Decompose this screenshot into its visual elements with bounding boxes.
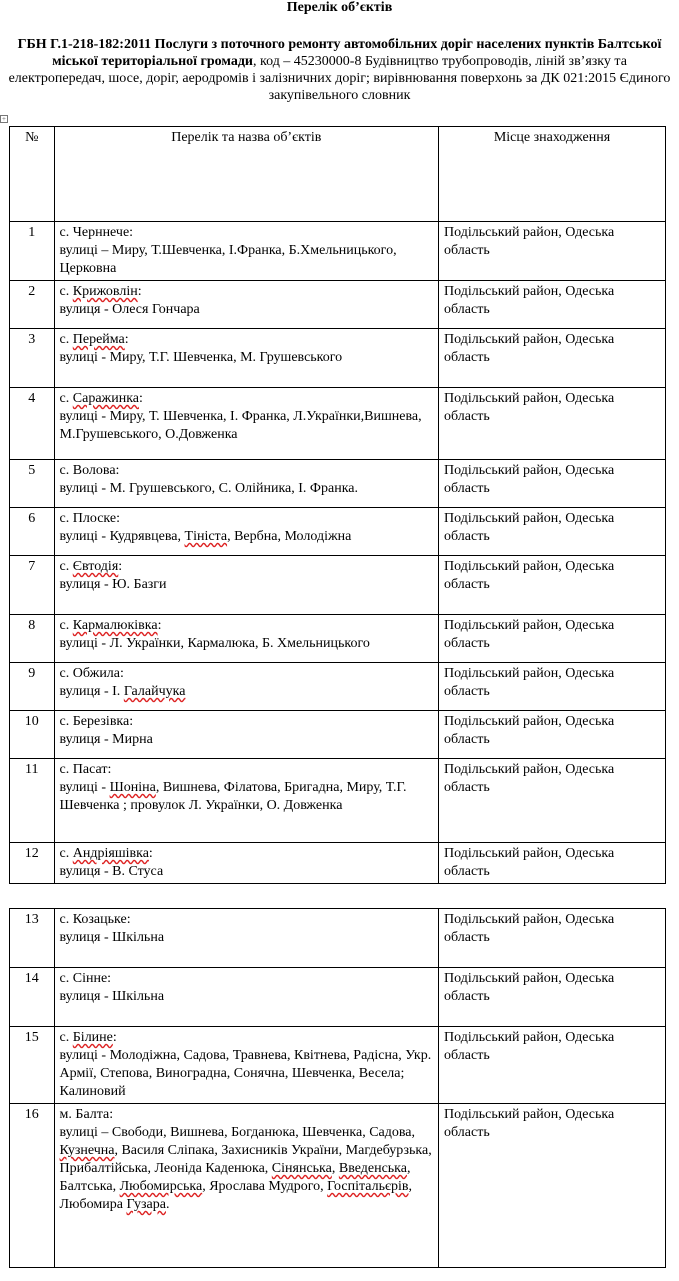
table-row: [10, 556, 666, 615]
row-number: 4: [10, 388, 55, 460]
street-list: вулиці - М. Грушевського, С. Олійника, І. Франка.: [59, 481, 359, 496]
street-list: вулиці - Миру, Т.Г. Шевченка, М. Грушевського: [59, 350, 343, 365]
village-name: с. Білине:: [59, 1030, 117, 1045]
row-object: [54, 388, 438, 460]
table-row: [10, 281, 666, 329]
table-header-row: [10, 127, 666, 222]
row-object: [54, 556, 438, 615]
row-number: 2: [10, 281, 55, 329]
row-location: Подільський район, Одеська область: [439, 222, 666, 281]
table-row: [10, 711, 666, 759]
village-name: с. Пасат:: [59, 762, 112, 777]
document-subtitle: [8, 36, 671, 104]
header-objects: Перелік та назва об’єктів: [54, 127, 438, 222]
table-row: [10, 968, 666, 1027]
village-name: с. Сінне:: [59, 971, 112, 986]
objects-table-part-2: [9, 908, 666, 1268]
table-row: [10, 1104, 666, 1268]
row-number: 6: [10, 508, 55, 556]
row-number: 13: [10, 909, 55, 968]
row-location: Подільський район, Одеська область: [439, 1104, 666, 1268]
document-title: Перелік об’єктів: [286, 0, 393, 15]
row-location: Подільський район, Одеська область: [439, 759, 666, 843]
page-break: [9, 893, 669, 908]
village-name: с. Крижовлін:: [59, 284, 142, 299]
row-number: 5: [10, 460, 55, 508]
row-number: 10: [10, 711, 55, 759]
row-number: 3: [10, 329, 55, 388]
village-name: с. Андріяшівка:: [59, 846, 153, 861]
village-name: с. Козацьке:: [59, 912, 131, 927]
row-object: [54, 711, 438, 759]
row-location: Подільський район, Одеська область: [439, 711, 666, 759]
row-object: [54, 663, 438, 711]
table-row: [10, 843, 666, 884]
street-list: вулиця - Ю. Базги: [59, 577, 167, 592]
row-object: [54, 909, 438, 968]
street-list: вулиця - Мирна: [59, 732, 153, 747]
table-row: [10, 460, 666, 508]
street-list: вулиця - Шкільна: [59, 930, 165, 945]
row-object: [54, 843, 438, 884]
row-location: Подільський район, Одеська область: [439, 508, 666, 556]
table-row: [10, 615, 666, 663]
objects-table-part-1: [9, 126, 666, 884]
row-location: Подільський район, Одеська область: [439, 843, 666, 884]
subtitle-bold: ГБН Г.1-218-182:2011 Послуги з поточного ремонту автомобільних доріг населених пунктів Балтської міської територіальної громади: [17, 37, 662, 69]
village-name: с. Черннече:: [59, 225, 134, 240]
row-number: 15: [10, 1027, 55, 1104]
row-number: 9: [10, 663, 55, 711]
village-name: с. Перейма:: [59, 332, 129, 347]
row-object: [54, 460, 438, 508]
street-list: вулиці - Л. Українки, Кармалюка, Б. Хмельницького: [59, 636, 370, 651]
row-object: [54, 759, 438, 843]
table-row: [10, 1027, 666, 1104]
street-list: вулиці – Миру, Т.Шевченка, І.Франка, Б.Хмельницького, Церковна: [59, 243, 397, 276]
row-location: Подільський район, Одеська область: [439, 556, 666, 615]
row-number: 7: [10, 556, 55, 615]
row-object: [54, 508, 438, 556]
row-object: [54, 1104, 438, 1268]
table-row: [10, 759, 666, 843]
row-object: [54, 329, 438, 388]
row-number: 1: [10, 222, 55, 281]
row-location: Подільський район, Одеська область: [439, 388, 666, 460]
table-row: [10, 222, 666, 281]
row-number: 16: [10, 1104, 55, 1268]
street-list: вулиці - Шоніна, Вишнева, Філатова, Бригадна, Миру, Т.Г. Шевченка ; провулок Л. Українки, О. Довженка: [59, 780, 407, 813]
row-location: Подільський район, Одеська область: [439, 460, 666, 508]
row-object: [54, 615, 438, 663]
header-location: Місце знаходження: [439, 127, 666, 222]
table-row: [10, 508, 666, 556]
village-name: с. Євтодія:: [59, 559, 123, 574]
row-location: Подільський район, Одеська область: [439, 968, 666, 1027]
village-name: с. Кармалюківка:: [59, 618, 162, 633]
street-list: вулиця - Олеся Гончара: [59, 302, 200, 317]
row-location: Подільський район, Одеська область: [439, 909, 666, 968]
row-location: Подільський район, Одеська область: [439, 281, 666, 329]
table-row: [10, 329, 666, 388]
row-location: Подільський район, Одеська область: [439, 663, 666, 711]
row-object: [54, 222, 438, 281]
header-number: №: [10, 127, 55, 222]
table-move-handle-icon[interactable]: +: [0, 115, 8, 123]
row-object: [54, 1027, 438, 1104]
village-name: с. Саражинка:: [59, 391, 143, 406]
street-list: вулиці - Молодіжна, Садова, Травнева, Квітнева, Радісна, Укр. Армії, Степова, Виноградна, Сонячна, Шевченка, Весела; Калиновий: [59, 1048, 432, 1099]
village-name: с. Плоске:: [59, 511, 120, 526]
row-number: 14: [10, 968, 55, 1027]
street-list: вулиця - В. Стуса: [59, 864, 164, 879]
street-list: вулиці – Свободи, Вишнева, Богданюка, Шевченка, Садова, Кузнечна, Василя Сліпака, Захисників України, Магдебурзька, Прибалтійська, Леоніда Каденюка, Сінянська, Введенська, Балтська, Любомирська, Ярослава Мудрого, Госпітальєрів, Любомира Гузара.: [59, 1125, 432, 1212]
row-location: Подільський район, Одеська область: [439, 329, 666, 388]
row-number: 12: [10, 843, 55, 884]
street-list: вулиці - Кудрявцева, Тініста, Вербна, Молодіжна: [59, 529, 352, 544]
table-row: [10, 909, 666, 968]
village-name: с. Обжила:: [59, 666, 124, 681]
row-object: [54, 968, 438, 1027]
row-number: 8: [10, 615, 55, 663]
street-list: вулиця - Шкільна: [59, 989, 165, 1004]
row-location: Подільський район, Одеська область: [439, 1027, 666, 1104]
table-row: [10, 388, 666, 460]
street-list: вулиця - І. Галайчука: [59, 684, 186, 699]
row-location: Подільський район, Одеська область: [439, 615, 666, 663]
row-object: [54, 281, 438, 329]
street-list: вулиці - Миру, Т. Шевченка, І. Франка, Л.Українки,Вишнева, М.Грушевського, О.Довженка: [59, 409, 422, 442]
village-name: с. Березівка:: [59, 714, 134, 729]
table-row: [10, 663, 666, 711]
row-number: 11: [10, 759, 55, 843]
subtitle-rest: , код – 45230000-8 Будівництво трубопроводів, ліній зв’язку та електропередач, шосе, доріг, аеродромів і залізничних доріг; вирівнювання поверхонь за ДК 021:2015 Єдиного закупівельного словник: [8, 54, 671, 103]
village-name: м. Балта:: [59, 1107, 114, 1122]
village-name: с. Волова:: [59, 463, 120, 478]
